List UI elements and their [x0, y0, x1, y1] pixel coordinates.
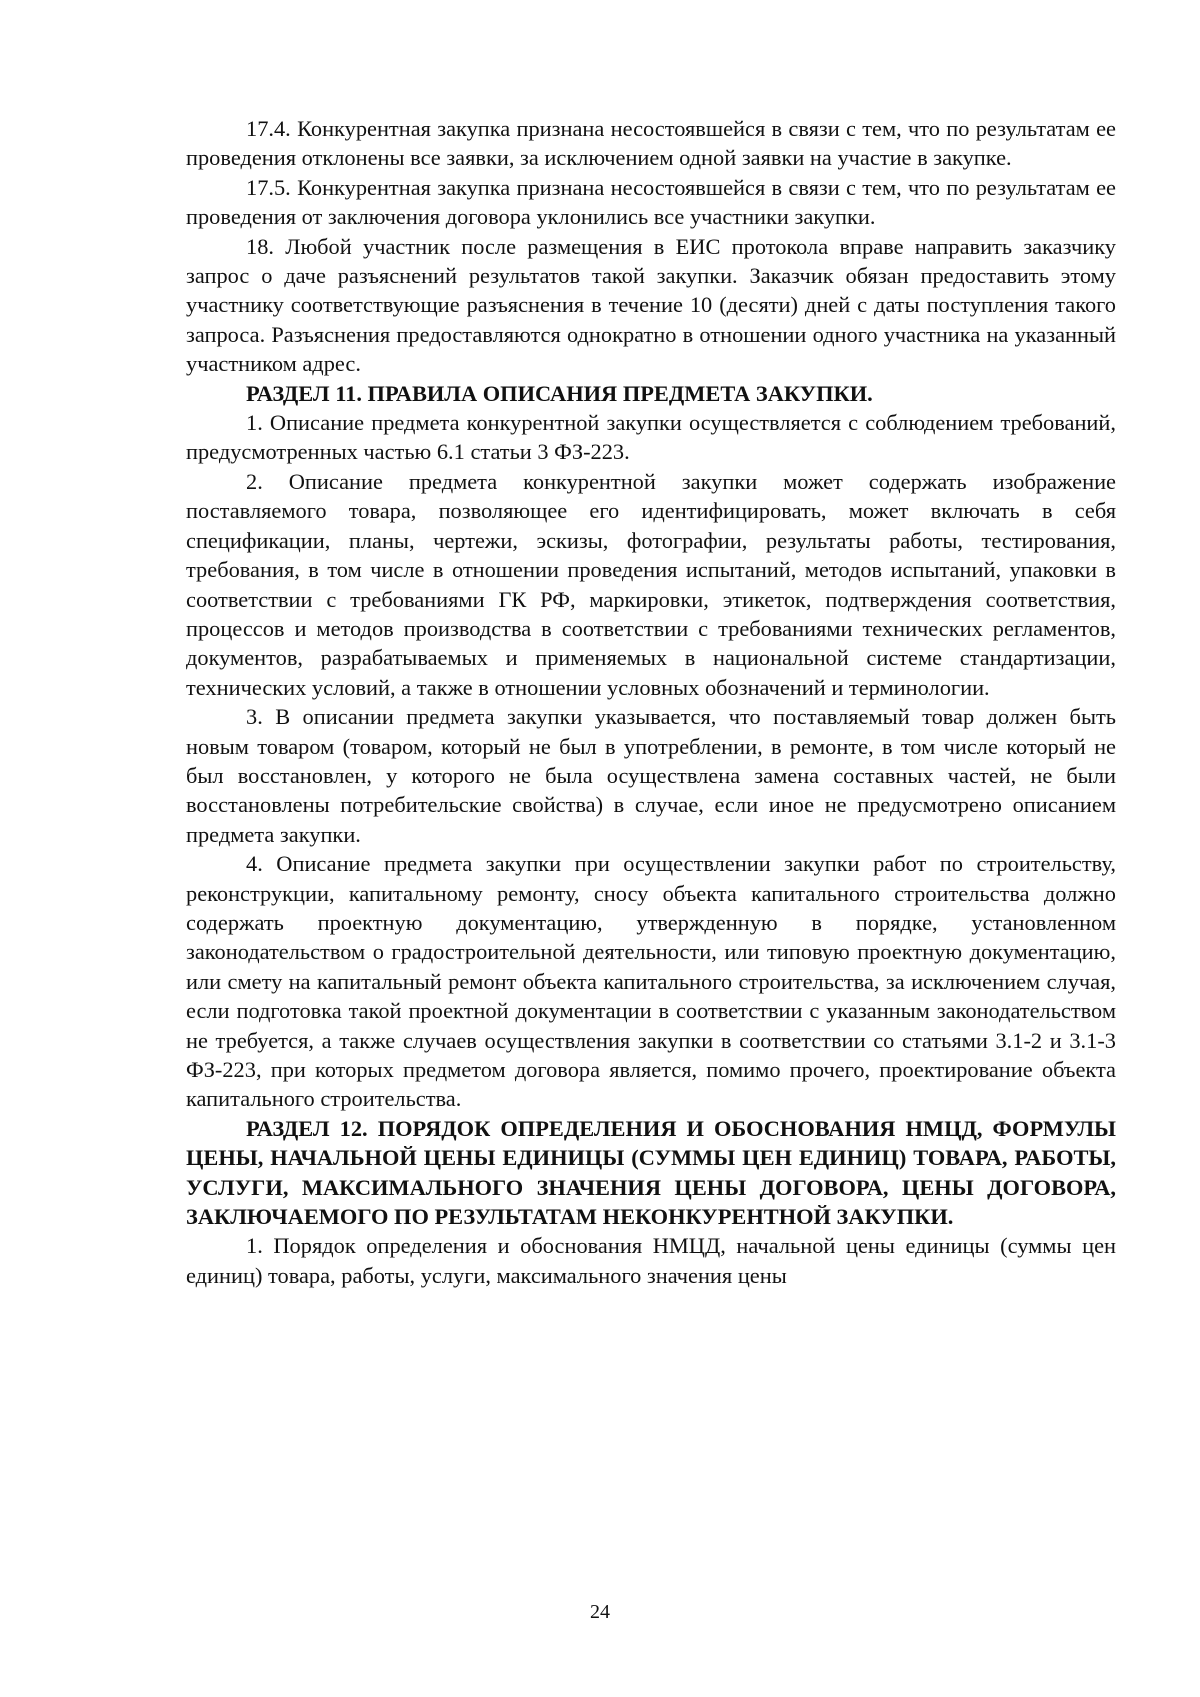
page-body	[186, 114, 1116, 1290]
section-11-title: РАЗДЕЛ 11. ПРАВИЛА ОПИСАНИЯ ПРЕДМЕТА ЗАКУПКИ.	[246, 380, 873, 406]
clause-17-5: 17.5. Конкурентная закупка признана несостоявшейся в связи с тем, что по результатам ее проведения от заключения договора уклонились все участники закупки.	[186, 174, 1116, 230]
section-11-clause-3: 3. В описании предмета закупки указывается, что поставляемый товар должен быть новым товаром (товаром, который не был в употреблении, в ремонте, в том числе который не был восстановлен, у которого не была осуществлена замена составных частей, не были восстановлены потребительские свойства) в случае, если иное не предусмотрено описанием предмета закупки.	[186, 704, 1116, 847]
clause-17-4: 17.4. Конкурентная закупка признана несостоявшейся в связи с тем, что по результатам ее проведения отклонены все заявки, за исключением одной заявки на участие в закупке.	[186, 116, 1116, 171]
section-11-clause-2: 2. Описание предмета конкурентной закупки может содержать изображение поставляемого товара, позволяющее его идентифицировать, может включать в себя спецификации, планы, чертежи, эскизы, фотографии, результаты работы, тестирования, требования, в том числе в отношении проведения испытаний, методов испытаний, упаковки в соответствии с требованиями ГК РФ, маркировки, этикеток, подтверждения соответствия, процессов и методов производства в соответствии с требованиями технических регламентов, документов, разрабатываемых и применяемых в национальной системе стандартизации, технических условий, а также в отношении условных обозначений и терминологии.	[186, 468, 1116, 700]
section-11-clause-1: 1. Описание предмета конкурентной закупки осуществляется с соблюдением требований, предусмотренных частью 6.1 статьи 3 ФЗ-223.	[186, 410, 1116, 465]
page-number: 24	[590, 1601, 610, 1623]
clause-18: 18. Любой участник после размещения в ЕИС протокола вправе направить заказчику запрос о даче разъяснений результатов такой закупки. Заказчик обязан предоставить этому участнику соответствующие разъяснения в течение 10 (десяти) дней с даты поступления такого запроса. Разъяснения предоставляются однократно в отношении одного участника на указанный участником адрес.	[186, 233, 1116, 377]
section-12-title: РАЗДЕЛ 12. ПОРЯДОК ОПРЕДЕЛЕНИЯ И ОБОСНОВАНИЯ НМЦД, ФОРМУЛЫ ЦЕНЫ, НАЧАЛЬНОЙ ЦЕНЫ ЕДИНИЦЫ (СУММЫ ЦЕН ЕДИНИЦ) ТОВАРА, РАБОТЫ, УСЛУГИ, МАКСИМАЛЬНОГО ЗНАЧЕНИЯ ЦЕНЫ ДОГОВОРА, ЦЕНЫ ДОГОВОРА, ЗАКЛЮЧАЕМОГО ПО РЕЗУЛЬТАТАМ НЕКОНКУРЕНТНОЙ ЗАКУПКИ.	[186, 1115, 1116, 1230]
section-12-clause-1: 1. Порядок определения и обоснования НМЦД, начальной цены единицы (суммы цен единиц) товара, работы, услуги, максимального значения цены	[186, 1233, 1116, 1288]
section-11-clause-4: 4. Описание предмета закупки при осуществлении закупки работ по строительству, реконструкции, капитальному ремонту, сносу объекта капитального строительства должно содержать проектную документацию, утвержденную в порядке, установленном законодательством о градостроительной деятельности, или типовую проектную документацию, или смету на капитальный ремонт объекта капитального строительства, за исключением случая, если подготовка такой проектной документации в соответствии с указанным законодательством не требуется, а также случаев осуществления закупки в соответствии со статьями 3.1-2 и 3.1-3 ФЗ-223, при которых предметом договора является, помимо прочего, проектирование объекта капитального строительства.	[186, 851, 1116, 1112]
